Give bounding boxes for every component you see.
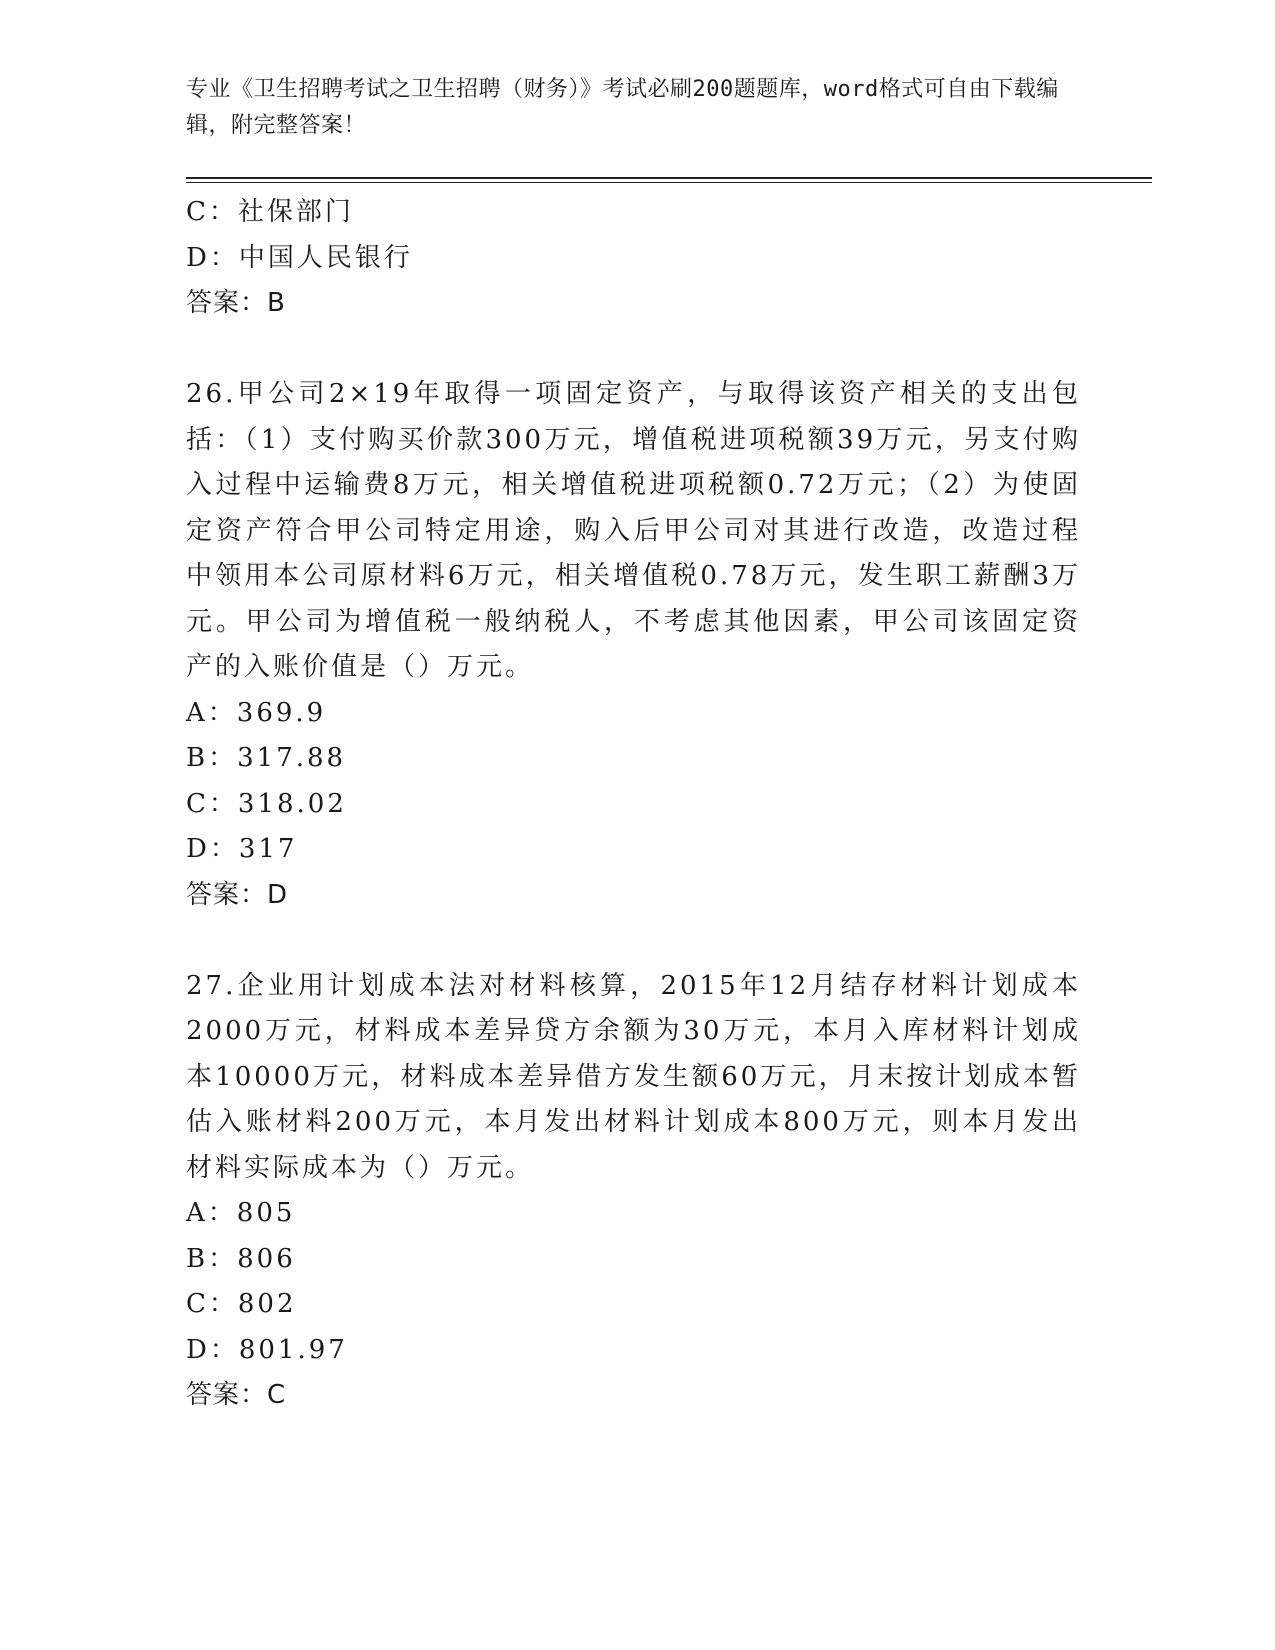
question-25-tail	[186, 190, 1086, 327]
option-d: D：317	[186, 834, 298, 864]
answer-line: 答案：D	[186, 879, 289, 910]
option-d: D：中国人民银行	[186, 242, 413, 273]
option-b: B：317.88	[186, 743, 347, 773]
option-c: C：802	[186, 1289, 297, 1319]
option-c: C：社保部门	[186, 197, 354, 227]
question-stem: 26.甲公司2×19年取得一项固定资产，与取得该资产相关的支出包括：（1）支付购买价款300万元，增值税进项税额39万元，另支付购入过程中运输费8万元，相关增值税进项税额0.72万元；（2）为使固定资产符合甲公司特定用途，购入后甲公司对其进行改造，改造过程中领用本公司原材料6万元，相关增值税0.78万元，发生职工薪酬3万元。甲公司为增值税一般纳税人，不考虑其他因素，甲公司该固定资产的入账价值是（）万元。	[186, 379, 1081, 682]
option-c: C：318.02	[186, 788, 347, 819]
answer-line: 答案：C	[186, 1380, 287, 1410]
question-list	[186, 190, 1086, 1419]
option-d: D：801.97	[186, 1334, 348, 1365]
header-divider	[186, 177, 1152, 183]
page-header: 专业《卫生招聘考试之卫生招聘（财务）》考试必刷200题题库，word格式可自由下载编辑，附完整答案！	[186, 77, 1059, 138]
question-27	[186, 964, 1086, 1419]
option-a: A：369.9	[186, 697, 327, 728]
question-26	[186, 372, 1086, 918]
spacer	[186, 918, 1086, 964]
spacer	[186, 327, 1086, 373]
answer-line: 答案：B	[186, 288, 286, 318]
option-b: B：806	[186, 1243, 296, 1274]
question-stem: 27.企业用计划成本法对材料核算，2015年12月结存材料计划成本2000万元，材料成本差异贷方余额为30万元，本月入库材料计划成本10000万元，材料成本差异借方发生额60万元，月末按计划成本暂估入账材料200万元，本月发出材料计划成本800万元，则本月发出材料实际成本为（）万元。	[186, 970, 1081, 1183]
option-a: A：805	[186, 1198, 296, 1228]
